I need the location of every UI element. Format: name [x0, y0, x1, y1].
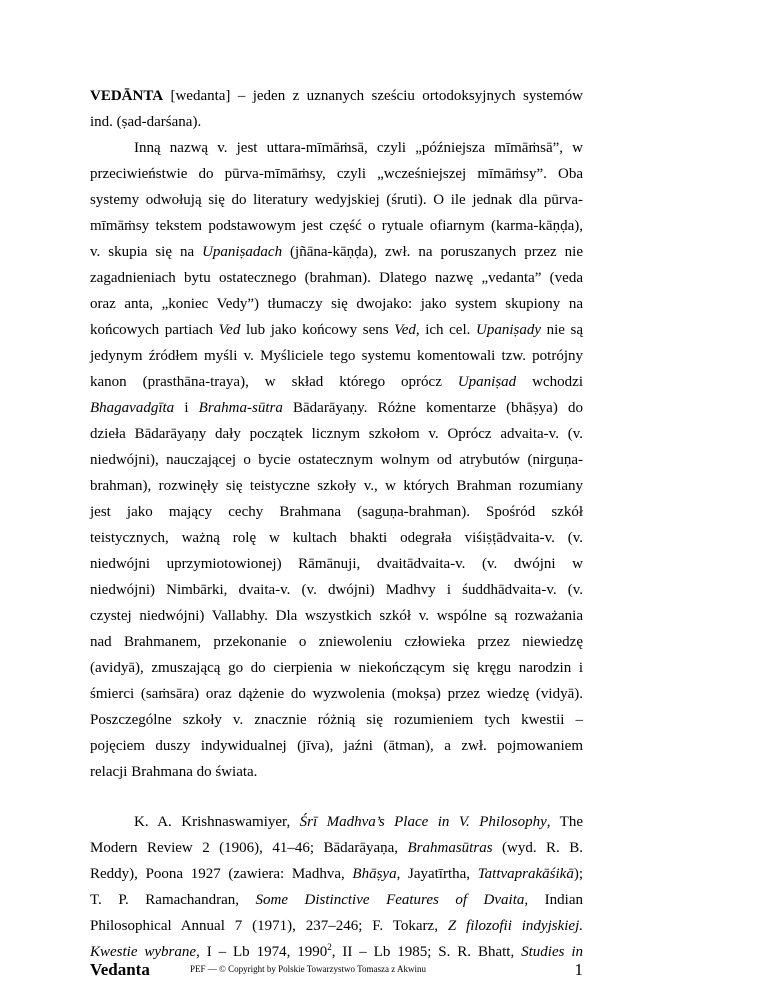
- entry-line: mīmāṁsy tekstem podstawowym jest część o rytuale ofiarnym (karma-kāṇḍa),: [90, 218, 583, 234]
- entry-line: nad Brahmanem, przekonanie o zniewoleniu człowieka przez niewiedzę: [90, 634, 583, 650]
- entry-line: relacji Brahmana do świata.: [90, 764, 258, 780]
- entry-line: (avidyā), zmuszającą go do cierpienia w niekończącym się kręgu narodzin i: [90, 660, 583, 676]
- entry-line: niedwójni uprzymiotowionej) Rāmānuji, dvaitādvaita-v. (v. dwójni w: [90, 556, 583, 572]
- entry-line: VEDĀNTA [wedanta] – jeden z uznanych sześciu ortodoksyjnych systemów: [90, 88, 583, 104]
- entry-line: systemy odwołują się do literatury wedyjskiej (śruti). O ile jednak dla pūrva-: [90, 192, 583, 208]
- entry-line: ind. (ṣad-darśana).: [90, 114, 202, 130]
- entry-line: czystej niedwójni) Vallabhy. Dla wszystkich szkół v. wspólne są rozważania: [90, 608, 583, 624]
- entry-line: oraz anta, „koniec Vedy”) tłumaczy się dwojako: jako system skupiony na: [90, 296, 583, 312]
- entry-line: niedwójni) Nimbārki, dvaita-v. (v. dwójni) Madhvy i śuddhādvaita-v. (v.: [90, 582, 583, 598]
- entry-line: Poszczególne szkoły v. znacznie różnią się rozumieniem tych kwestii –: [90, 712, 583, 728]
- bibliography-line: Kwestie wybrane, I – Lb 1974, 1990$^2$, II – Lb 1985; S. R. Bhatt, Studies in: [90, 942, 584, 960]
- entry-line: jedynym źródłem myśli v. Myśliciele tego systemu komentowali tzw. potrójny: [90, 348, 583, 364]
- entry-line: teistycznych, ważną rolę w kultach bhakti odegrała viśiṣṭādvaita-v. (v.: [90, 530, 583, 546]
- bibliography-line: T. P. Ramachandran, Some Distinctive Features of Dvaita, Indian: [90, 892, 583, 908]
- entry-line: przeciwieństwie do pūrva-mīmāṁsy, czyli „wcześniejszej mīmāṁsy”. Oba: [90, 166, 583, 182]
- footer-copyright: PEF — © Copyright by Polskie Towarzystwo Tomasza z Akwinu: [190, 964, 426, 974]
- entry-line: zagadnieniach bytu ostatecznego (brahman). Dlatego nazwę „vedanta” (veda: [90, 270, 583, 286]
- footer-title: Vedanta: [90, 960, 150, 979]
- entry-line: końcowych partiach Ved lub jako końcowy sens Ved, ich cel. Upaniṣady nie są: [90, 322, 584, 338]
- entry-line: dzieła Bādarāyaṇy dały początek licznym szkołom v. Oprócz advaita-v. (v.: [90, 426, 583, 442]
- entry-line: jest jako mający cechy Brahmana (saguṇa-brahman). Spośród szkół: [90, 504, 583, 520]
- page-number: 1: [574, 960, 583, 979]
- bibliography-line: Reddy), Poona 1927 (zawiera: Madhva, Bhāṣya, Jayatīrtha, Tattvaprakāśikā);: [90, 866, 584, 882]
- entry-line: pojęciem duszy indywidualnej (jīva), jaźni (ātman), a zwł. pojmowaniem: [90, 738, 583, 754]
- entry-line: Inną nazwą v. jest uttara-mīmāṁsā, czyli „późniejsza mīmāṁsā”, w: [134, 140, 583, 156]
- entry-line: brahman), rozwinęły się teistyczne szkoły v., w których Brahman rozumiany: [90, 478, 583, 494]
- bibliography-line: K. A. Krishnaswamiyer, Śrī Madhva’s Place in V. Philosophy, The: [134, 814, 583, 830]
- entry-line: kanon (prasthāna-traya), w skład którego oprócz Upaniṣad wchodzi: [90, 374, 583, 390]
- entry-line: Bhagavadgīta i Brahma-sūtra Bādarāyaṇy. Różne komentarze (bhāṣya) do: [90, 400, 583, 416]
- entry-line: niedwójni), nauczającej o bycie ostatecznym wolnym od atrybutów (nirguṇa-: [90, 452, 583, 468]
- entry-line: śmierci (saṁsāra) oraz dążenie do wyzwolenia (mokṣa) przez wiedzę (vidyā).: [90, 686, 583, 702]
- entry-line: v. skupia się na Upaniṣadach (jñāna-kāṇḍa), zwł. na poruszanych przez nie: [90, 244, 583, 260]
- page-footer: [90, 960, 583, 984]
- entry-headword: VEDĀNTA: [90, 88, 164, 104]
- bibliography-line: Philosophical Annual 7 (1971), 237–246; F. Tokarz, Z filozofii indyjskiej.: [90, 918, 583, 934]
- bibliography-line: Modern Review 2 (1906), 41–46; Bādarāyaṇa, Brahmasūtras (wyd. R. B.: [90, 840, 583, 856]
